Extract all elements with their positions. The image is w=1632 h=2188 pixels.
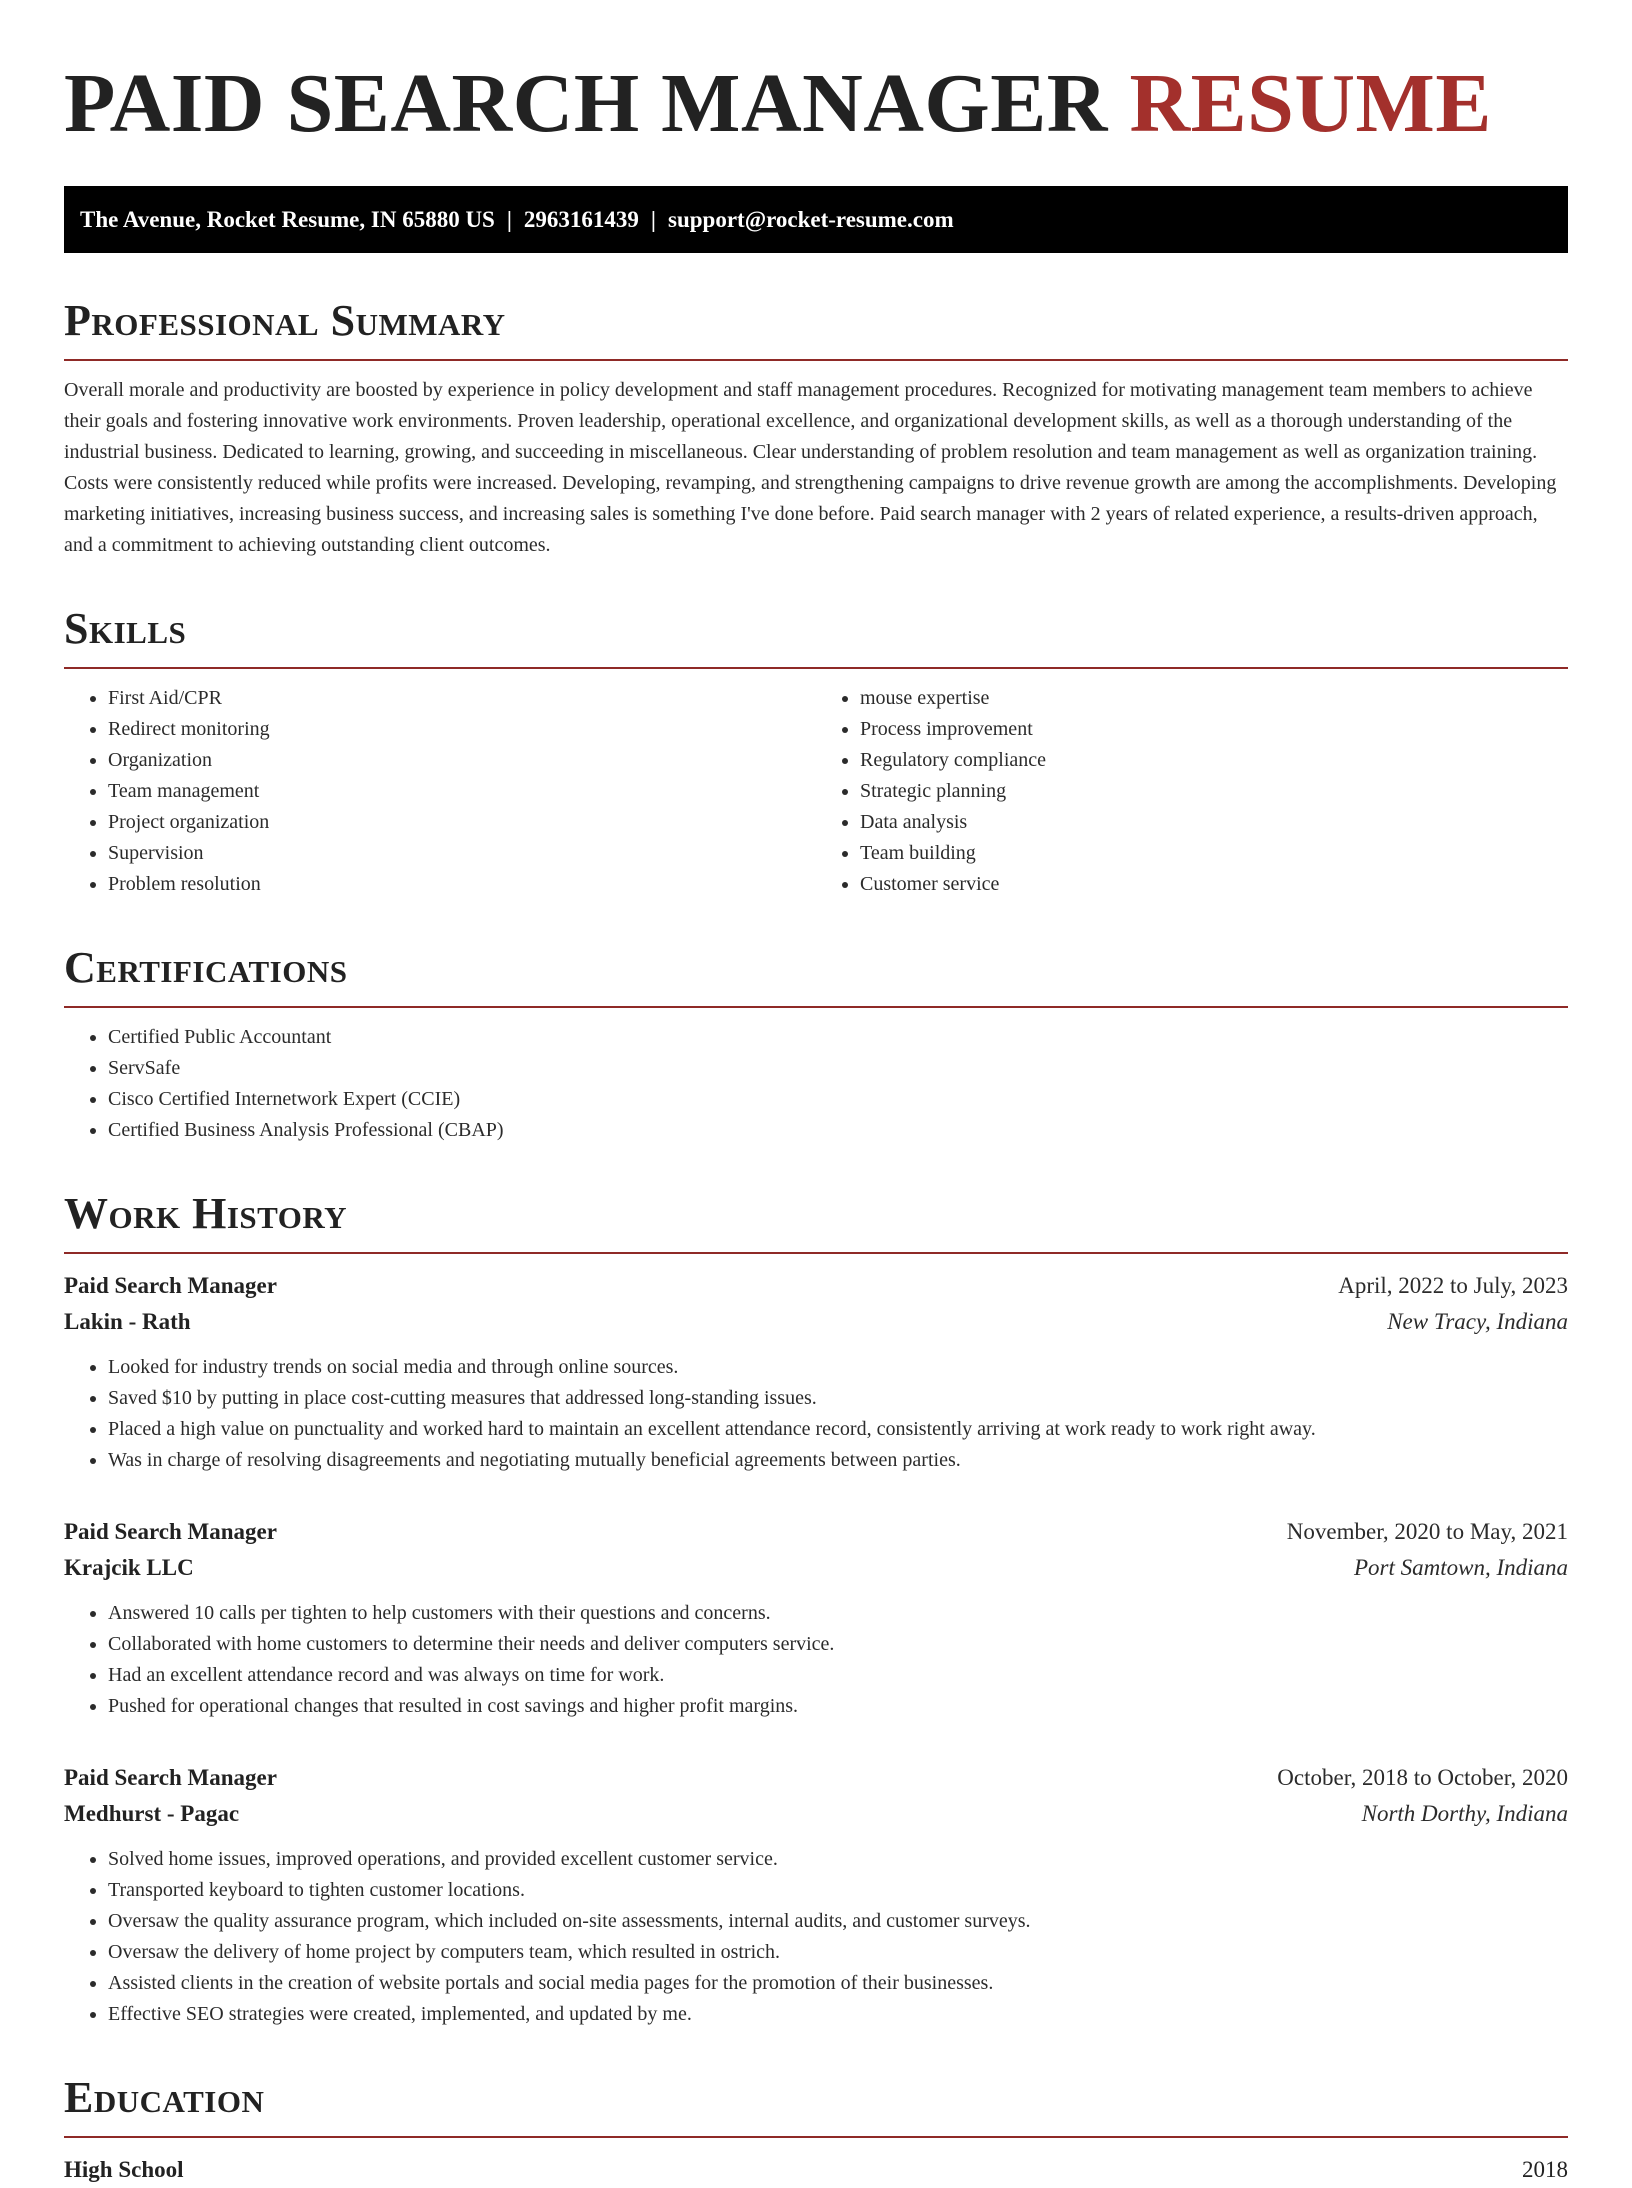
job-title: Paid Search Manager — [64, 1519, 277, 1544]
job-bullets — [64, 1352, 1568, 1476]
job-bullet: • Collaborated with home customers to determine their needs and deliver computers service. — [108, 1629, 1568, 1660]
job-bullet: • Looked for industry trends on social media and through online sources. — [108, 1352, 1568, 1383]
skill-item: • Problem resolution — [108, 869, 816, 900]
job-header-row — [64, 1760, 1568, 1796]
contact-address: The Avenue, Rocket Resume, IN 65880 US — [80, 207, 495, 232]
job-bullet: • Saved $10 by putting in place cost-cutting measures that addressed long-standing issues. — [108, 1383, 1568, 1414]
job-header-row — [64, 1268, 1568, 1304]
job-bullet: • Had an excellent attendance record and was always on time for work. — [108, 1660, 1568, 1691]
certifications-section — [64, 944, 1568, 1146]
section-divider — [64, 1252, 1568, 1254]
work-history-heading: Work History — [64, 1189, 348, 1238]
certification-item: • Cisco Certified Internetwork Expert (CCIE) — [108, 1084, 1568, 1115]
job-bullets — [64, 1598, 1568, 1722]
job-title: Paid Search Manager — [64, 1273, 277, 1298]
contact-phone: 2963161439 — [523, 207, 639, 232]
job-company-row — [64, 1796, 1568, 1832]
job-bullets — [64, 1844, 1568, 2030]
job-bullet: • Effective SEO strategies were created, implemented, and updated by me. — [108, 1999, 1568, 2030]
skill-item: • Team management — [108, 776, 816, 807]
certification-item: • ServSafe — [108, 1053, 1568, 1084]
skill-item: • Organization — [108, 745, 816, 776]
job-dates: April, 2022 to July, 2023 — [1338, 1273, 1568, 1298]
job-bullet: • Transported keyboard to tighten customer locations. — [108, 1875, 1568, 1906]
certification-item: • Certified Business Analysis Professional (CBAP) — [108, 1115, 1568, 1146]
education-section — [64, 2074, 1568, 2188]
job-entry — [64, 1760, 1568, 2030]
job-bullet: • Placed a high value on punctuality and worked hard to maintain an excellent attendance record, consistently arriving at work ready to work right away. — [108, 1414, 1568, 1445]
job-bullet: • Answered 10 calls per tighten to help customers with their questions and concerns. — [108, 1598, 1568, 1629]
skills-list-right — [816, 683, 1568, 900]
job-entry — [64, 1514, 1568, 1722]
job-company: Lakin - Rath — [64, 1309, 191, 1334]
job-location: Port Samtown, Indiana — [1353, 1555, 1568, 1580]
job-company-row — [64, 1550, 1568, 1586]
summary-text: Overall morale and productivity are boosted by experience in policy development and staff management procedures. Recognized for motivating management team members to achieve their goals and fostering innovative work environments. Proven leadership, operational excellence, and organizational development skills, as well as a thorough understanding of the industrial business. Dedicated to learning, growing, and succeeding in miscellaneous. Clear understanding of problem resolution and team management as well as organization training. Costs were consistently reduced while profits were increased. Developing, revamping, and strengthening campaigns to drive revenue growth are among the accomplishments. Developing marketing initiatives, increasing business success, and increasing sales is something I've done before. Paid search manager with 2 years of related experience, a results-driven approach, and a commitment to achieving outstanding client outcomes. — [64, 379, 1557, 556]
job-bullet: • Solved home issues, improved operations, and provided excellent customer service. — [108, 1844, 1568, 1875]
resume-title — [64, 56, 1568, 152]
skill-item: • First Aid/CPR — [108, 683, 816, 714]
skill-item: • Team building — [860, 838, 1568, 869]
section-divider — [64, 1006, 1568, 1008]
certifications-list — [64, 1022, 1568, 1146]
section-divider — [64, 2136, 1568, 2138]
skill-item: • Supervision — [108, 838, 816, 869]
skill-item: • Strategic planning — [860, 776, 1568, 807]
work-history-section — [64, 1190, 1568, 2030]
education-year: 2018 — [1522, 2157, 1568, 2182]
summary-heading: Professional Summary — [64, 296, 506, 345]
contact-separator: | — [650, 207, 656, 232]
section-divider — [64, 667, 1568, 669]
skills-section — [64, 605, 1568, 900]
skill-item: • mouse expertise — [860, 683, 1568, 714]
education-entry — [64, 2152, 1568, 2188]
skill-item: • Data analysis — [860, 807, 1568, 838]
summary-section — [64, 297, 1568, 561]
skills-heading: Skills — [64, 604, 187, 653]
job-location: New Tracy, Indiana — [1387, 1309, 1568, 1334]
job-header-row — [64, 1514, 1568, 1550]
job-company-row — [64, 1304, 1568, 1340]
job-bullet: • Oversaw the delivery of home project by computers team, which resulted in ostrich. — [108, 1937, 1568, 1968]
contact-separator: | — [506, 207, 512, 232]
skill-item: • Project organization — [108, 807, 816, 838]
title-accent: RESUME — [1129, 57, 1492, 150]
job-company: Medhurst - Pagac — [64, 1801, 240, 1826]
contact-bar — [64, 186, 1568, 253]
contact-email: support@rocket-resume.com — [668, 207, 954, 232]
skills-grid — [64, 683, 1568, 900]
title-main: PAID SEARCH MANAGER — [64, 57, 1108, 150]
job-company: Krajcik LLC — [64, 1555, 194, 1580]
skill-item: • Redirect monitoring — [108, 714, 816, 745]
job-location: North Dorthy, Indiana — [1361, 1801, 1568, 1826]
job-dates: November, 2020 to May, 2021 — [1286, 1519, 1568, 1544]
job-dates: October, 2018 to October, 2020 — [1277, 1765, 1568, 1790]
education-heading: Education — [64, 2073, 265, 2122]
job-bullet: • Was in charge of resolving disagreements and negotiating mutually beneficial agreements between parties. — [108, 1445, 1568, 1476]
skill-item: • Process improvement — [860, 714, 1568, 745]
certification-item: • Certified Public Accountant — [108, 1022, 1568, 1053]
job-bullet: • Assisted clients in the creation of website portals and social media pages for the promotion of their businesses. — [108, 1968, 1568, 1999]
skills-list-left — [64, 683, 816, 900]
skill-item: • Customer service — [860, 869, 1568, 900]
education-school: High School — [64, 2157, 184, 2182]
job-bullet: • Pushed for operational changes that resulted in cost savings and higher profit margins. — [108, 1691, 1568, 1722]
job-entry — [64, 1268, 1568, 1476]
job-title: Paid Search Manager — [64, 1765, 277, 1790]
skill-item: • Regulatory compliance — [860, 745, 1568, 776]
section-divider — [64, 359, 1568, 361]
job-bullet: • Oversaw the quality assurance program, which included on-site assessments, internal audits, and customer surveys. — [108, 1906, 1568, 1937]
certifications-heading: Certifications — [64, 943, 348, 992]
